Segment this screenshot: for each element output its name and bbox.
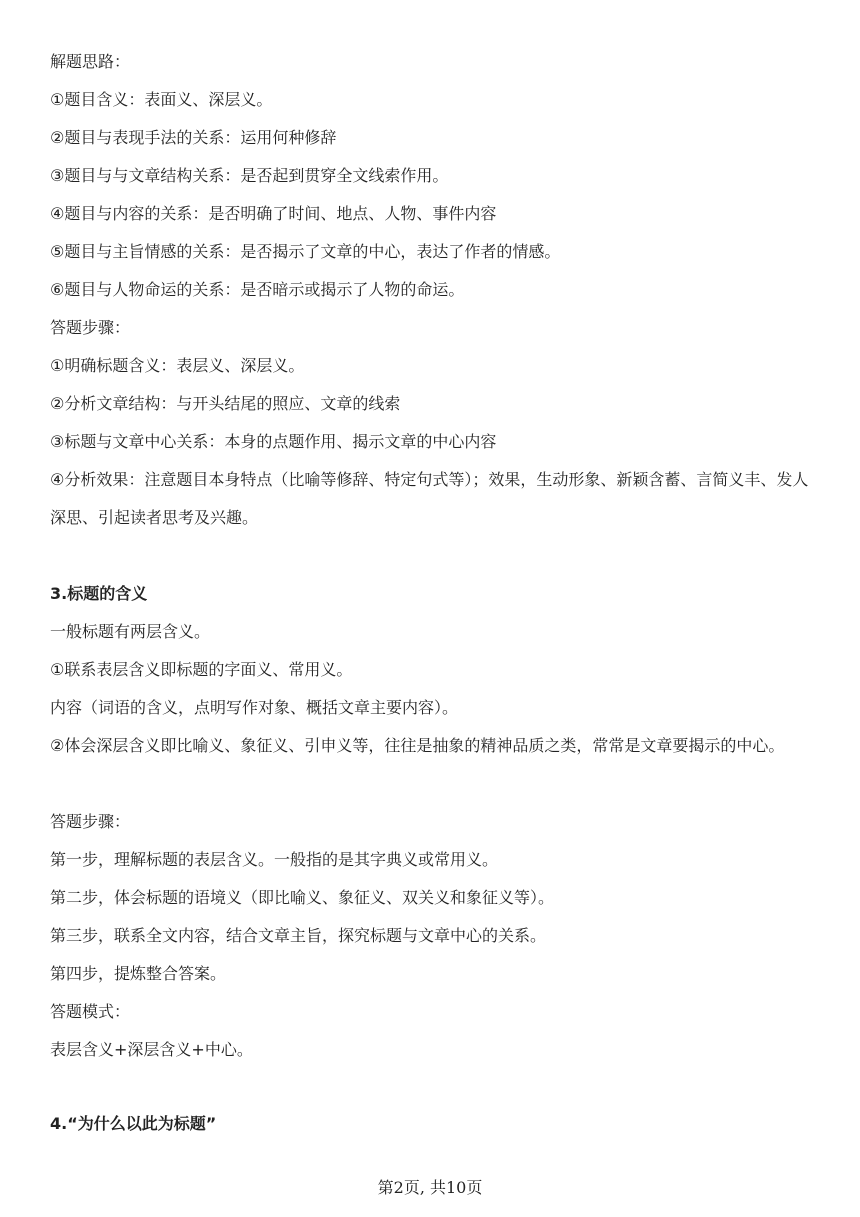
section-3-step-3: 第三步，联系全文内容，结合文章主旨，探究标题与文章中心的关系。 bbox=[50, 926, 547, 945]
page-number: 第2页, 共10页 bbox=[377, 1178, 483, 1197]
steps-item-2: ②分析文章结构：与开头结尾的照应、文章的线索 bbox=[50, 394, 401, 413]
solving-item-3: ③题目与与文章结构关系：是否起到贯穿全文线索作用。 bbox=[50, 166, 449, 185]
section-4-heading: 4.“为什么以此为标题” bbox=[50, 1114, 217, 1133]
steps-title: 答题步骤： bbox=[50, 318, 131, 337]
section-3-paragraph-2: 内容（词语的含义，点明写作对象、概括文章主要内容）。 bbox=[50, 698, 459, 717]
solving-item-4: ④题目与内容的关系：是否明确了时间、地点、人物、事件内容 bbox=[50, 204, 497, 223]
solving-item-2: ②题目与表现手法的关系：运用何种修辞 bbox=[50, 128, 337, 147]
steps-item-1: ①明确标题含义：表层义、深层义。 bbox=[50, 356, 305, 375]
section-3-steps-title: 答题步骤： bbox=[50, 812, 131, 831]
section-3-paragraph-1: ①联系表层含义即标题的字面义、常用义。 bbox=[50, 660, 353, 679]
section-3-step-4: 第四步，提炼整合答案。 bbox=[50, 964, 227, 983]
solving-title: 解题思路： bbox=[50, 52, 131, 71]
section-3-heading: 3.标题的含义 bbox=[50, 584, 148, 603]
section-3-step-2: 第二步，体会标题的语境义（即比喻义、象征义、双关义和象征义等）。 bbox=[50, 888, 555, 907]
section-3-paragraph-3: ②体会深层含义即比喻义、象征义、引申义等，往往是抽象的精神品质之类，常常是文章要揭示的中心。 bbox=[50, 736, 785, 755]
solving-item-6: ⑥题目与人物命运的关系：是否暗示或揭示了人物的命运。 bbox=[50, 280, 465, 299]
section-3-intro: 一般标题有两层含义。 bbox=[50, 622, 211, 641]
solving-item-1: ①题目含义：表面义、深层义。 bbox=[50, 90, 273, 109]
section-3-step-1: 第一步，理解标题的表层含义。一般指的是其字典义或常用义。 bbox=[50, 850, 499, 869]
section-3-mode-title: 答题模式： bbox=[50, 1002, 131, 1021]
steps-item-4: ④分析效果：注意题目本身特点（比喻等修辞、特定句式等）；效果，生动形象、新颖含蓄、言简义丰、发人深思、引起读者思考及兴趣。 bbox=[50, 470, 809, 527]
section-3-mode: 表层含义+深层含义+中心。 bbox=[50, 1040, 253, 1059]
solving-item-5: ⑤题目与主旨情感的关系：是否揭示了文章的中心，表达了作者的情感。 bbox=[50, 242, 561, 261]
steps-item-3: ③标题与文章中心关系：本身的点题作用、揭示文章的中心内容 bbox=[50, 432, 497, 451]
